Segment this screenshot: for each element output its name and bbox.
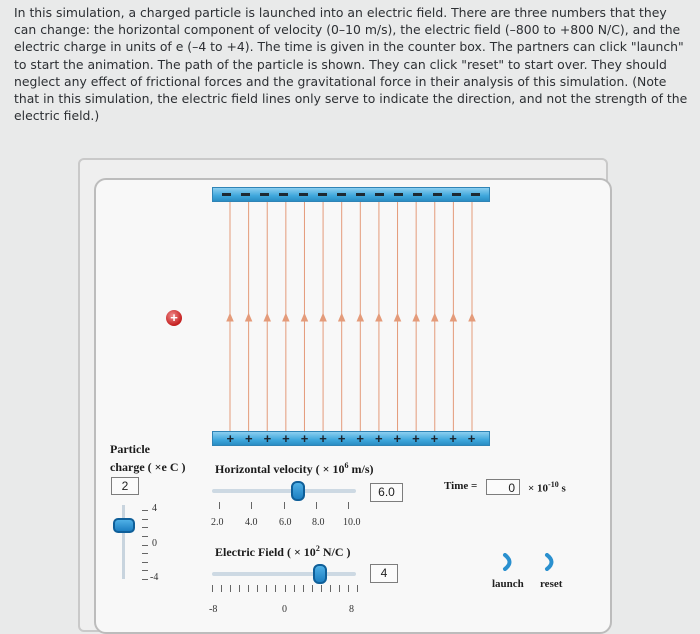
velocity-slider-thumb[interactable]	[291, 481, 305, 501]
charge-slider-thumb[interactable]	[113, 518, 135, 533]
field-direction-arrow	[357, 314, 363, 321]
field-slider-thumb[interactable]	[313, 564, 327, 584]
field-direction-arrow	[413, 314, 419, 321]
time-counter-box: 0	[486, 479, 520, 495]
field-direction-arrow	[450, 314, 456, 321]
time-label: Time =	[444, 480, 478, 492]
plus-sign: +	[319, 431, 327, 446]
positive-plate	[212, 431, 490, 446]
time-unit	[528, 480, 566, 495]
field-label-exponent: 2	[315, 544, 320, 553]
field-label-unit: N/C )	[319, 545, 351, 559]
field-tick-label: 0	[282, 604, 287, 615]
charge-label-line2: charge ( ×e C )	[110, 460, 186, 474]
charge-label-line1: Particle	[110, 442, 150, 456]
field-direction-arrow	[246, 314, 252, 321]
negative-plate	[212, 187, 490, 202]
field-direction-arrow	[227, 314, 233, 321]
charge-tick-label: 0	[152, 538, 157, 549]
plus-sign: +	[449, 431, 457, 446]
plus-sign: +	[337, 431, 346, 446]
field-direction-arrow	[469, 314, 475, 321]
charge-slider[interactable]	[112, 503, 132, 583]
field-direction-arrow	[339, 314, 345, 321]
plus-sign: +	[467, 431, 476, 446]
field-direction-arrow	[432, 314, 438, 321]
launch-arrow-icon[interactable]	[500, 553, 520, 571]
time-unit-suffix: s	[558, 482, 566, 495]
charge-tick-label: -4	[150, 572, 159, 583]
velocity-label-unit: m/s)	[348, 462, 374, 476]
velocity-tick-label: 8.0	[312, 517, 325, 528]
velocity-label	[215, 461, 373, 477]
plus-sign: +	[430, 431, 439, 446]
plus-sign: +	[393, 431, 402, 446]
field-slider-track[interactable]	[212, 572, 356, 576]
plus-sign: +	[412, 431, 420, 446]
launch-button[interactable]: launch	[492, 578, 524, 590]
velocity-value-box[interactable]: 6.0	[370, 483, 403, 502]
field-value-box[interactable]: 4	[370, 564, 398, 583]
charge-slider-track	[122, 505, 125, 579]
field-direction-arrow	[395, 314, 401, 321]
time-unit-exponent: -10	[548, 480, 559, 489]
plus-sign: +	[356, 431, 365, 446]
velocity-tick-label: 10.0	[343, 517, 361, 528]
velocity-label-exponent: 6	[344, 461, 349, 470]
plus-sign: +	[245, 431, 253, 446]
field-direction-arrow	[283, 314, 289, 321]
time-unit-prefix: × 10	[528, 482, 549, 495]
field-label-text: Electric Field ( × 10	[215, 545, 316, 559]
charge-slider-ticks	[142, 510, 148, 580]
velocity-slider-track[interactable]	[212, 489, 356, 493]
electric-field-lines	[212, 202, 490, 432]
field-direction-arrow	[320, 314, 326, 321]
plus-sign: +	[263, 431, 272, 446]
plus-sign: +	[300, 431, 309, 446]
charged-particle[interactable]: +	[166, 310, 182, 326]
charge-value-box[interactable]: 2	[111, 477, 139, 495]
field-direction-arrow	[264, 314, 270, 321]
velocity-tick-label: 2.0	[211, 517, 224, 528]
velocity-tick-label: 6.0	[279, 517, 292, 528]
velocity-slider-ticks	[219, 502, 349, 509]
plus-sign: +	[282, 431, 290, 446]
instructions-text: In this simulation, a charged particle is launched into an electric field. There are three numbers that they can change: the horizontal component of velocity (0–10 m/s), the electric field (–800 to +800 N/C), and the electric charge in units of e (–4 to +4). The time is given in the counter box. The partners can click "launch" to start the animation. The path of the particle is shown. They can click "reset" to start over. They should neglect any effect of frictional forces and the gravitational force in their analysis of this simulation. (Note that in this simulation, the electric field lines only serve to indicate the direction, and not the strength of the electric field.)	[14, 5, 688, 124]
plus-sign: +	[374, 431, 383, 446]
plus-sign: +	[226, 431, 235, 446]
field-tick-label: 8	[349, 604, 354, 615]
field-tick-label: -8	[209, 604, 218, 615]
field-direction-arrow	[301, 314, 307, 321]
field-label	[215, 544, 350, 560]
velocity-label-text: Horizontal velocity ( × 10	[215, 462, 345, 476]
velocity-tick-label: 4.0	[245, 517, 258, 528]
charge-tick-label: 4	[152, 503, 157, 514]
reset-button[interactable]: reset	[540, 578, 563, 590]
field-direction-arrow	[376, 314, 382, 321]
field-slider-ticks	[212, 585, 358, 592]
reset-arrow-icon[interactable]	[542, 553, 562, 571]
